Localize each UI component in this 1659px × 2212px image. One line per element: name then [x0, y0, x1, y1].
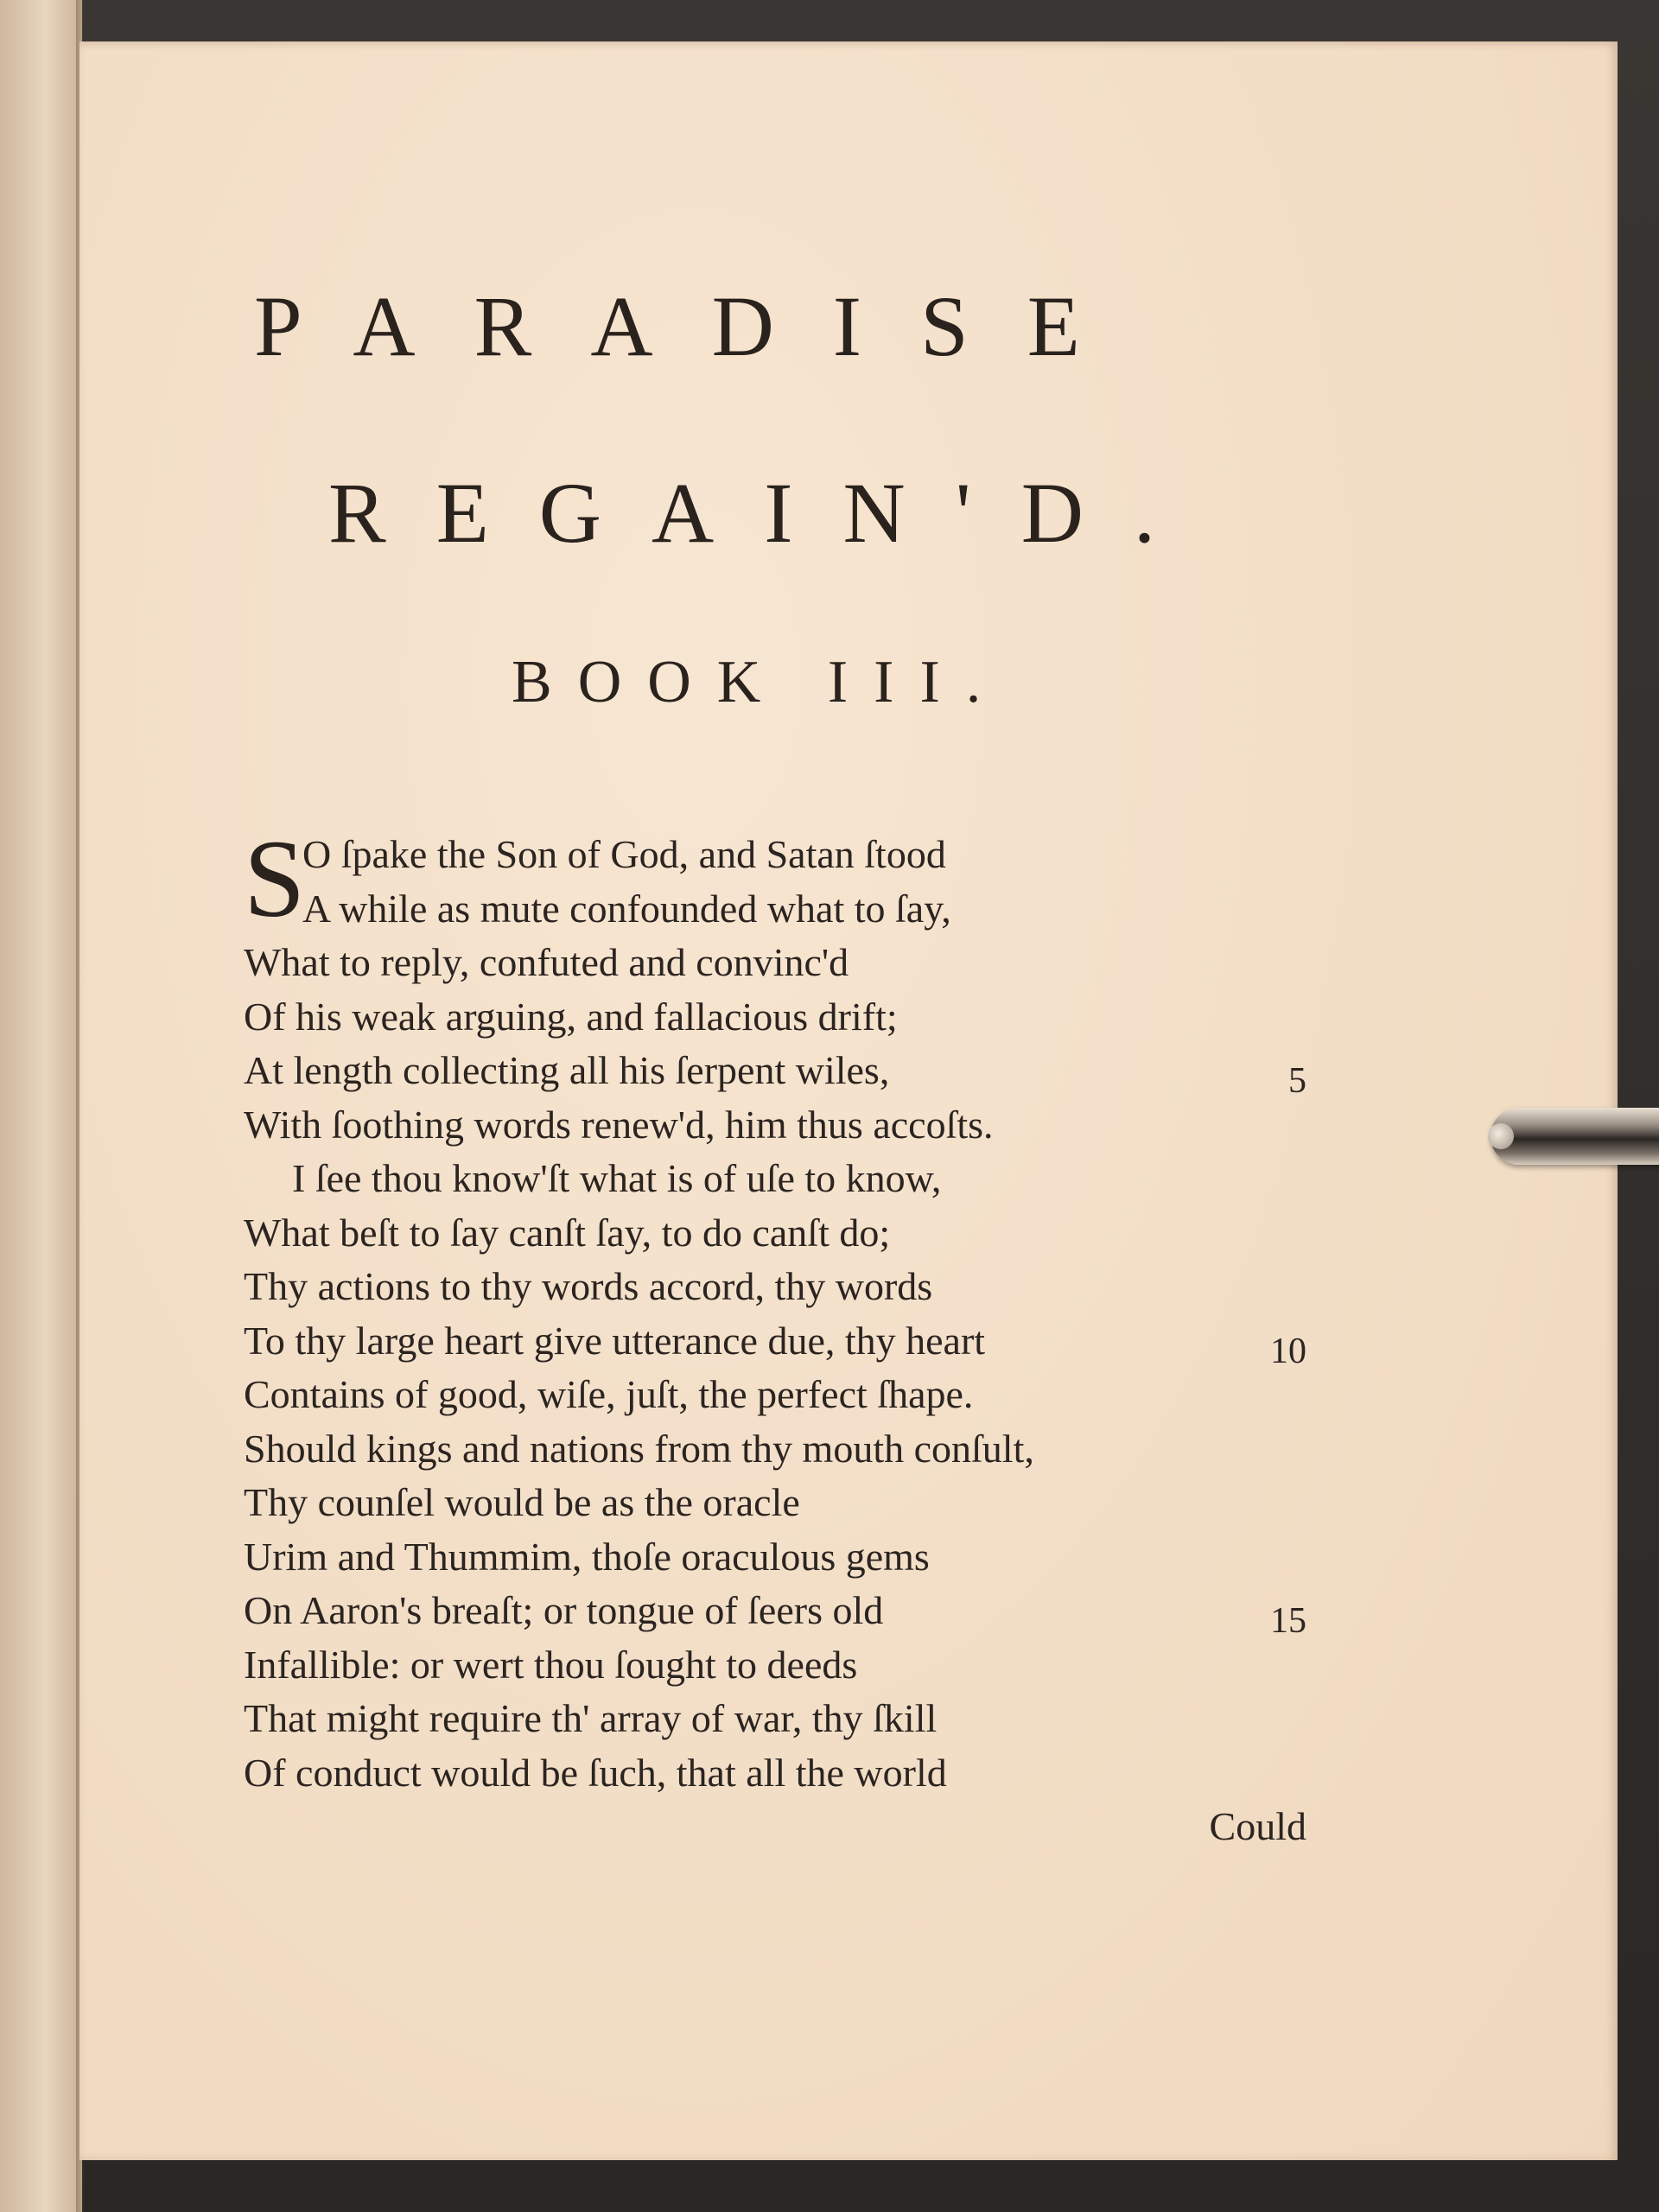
poem-body	[244, 828, 1306, 1854]
poem-line-text: A while as mute confounded what to ſay,	[302, 886, 951, 931]
poem-line-text: Of conduct would be ſuch, that all the world	[244, 1750, 947, 1795]
poem-line-text: Infallible: or wert thou ſought to deeds	[244, 1642, 858, 1687]
poem-line	[244, 936, 1306, 990]
title-line-2: REGAIN'D.	[328, 465, 1205, 561]
poem-line	[244, 1098, 1306, 1153]
poem-line	[244, 1206, 1306, 1261]
pen-icon	[1491, 1108, 1659, 1165]
poem-line	[244, 1692, 1306, 1746]
catchword: Could	[1209, 1804, 1306, 1848]
poem-line-text: I ſee thou know'ſt what is of uſe to know,	[292, 1156, 942, 1200]
poem-line-text: What to reply, confuted and convinc'd	[244, 940, 849, 984]
poem-line-text: What beſt to ſay canſt ſay, to do canſt do;	[244, 1210, 891, 1255]
poem-line-text: Should kings and nations from thy mouth conſult,	[244, 1426, 1034, 1471]
poem-line-text: That might require th' array of war, thy ſkill	[244, 1696, 938, 1740]
poem-line-text: Contains of good, wiſe, juſt, the perfect ſhape.	[244, 1372, 974, 1416]
poem-line-text: With ſoothing words renew'd, him thus accoſts.	[244, 1102, 994, 1147]
poem-line	[244, 882, 1306, 937]
line-number: 15	[1270, 1601, 1306, 1641]
poem-line-text: On Aaron's breaſt; or tongue of ſeers old	[244, 1588, 884, 1632]
poem-line	[244, 1260, 1306, 1314]
drop-cap: S	[244, 817, 306, 940]
book-page	[79, 41, 1618, 2160]
poem-line	[244, 990, 1306, 1045]
poem-line-text: Thy counſel would be as the oracle	[244, 1480, 800, 1524]
poem-line-text: Urim and Thummim, thoſe oraculous gems	[244, 1534, 930, 1579]
poem-line	[244, 1530, 1306, 1585]
pen-tip-icon	[1488, 1123, 1514, 1149]
line-number: 10	[1270, 1331, 1306, 1371]
poem-line-text: To thy large heart give utterance due, thy heart	[244, 1318, 986, 1363]
poem-line-text: Thy actions to thy words accord, thy words	[244, 1264, 933, 1308]
poem-line-text: At length collecting all his ſerpent wiles,	[244, 1048, 890, 1092]
poem-line-text: Of his weak arguing, and fallacious drift;	[244, 994, 898, 1039]
poem-line	[244, 828, 1306, 882]
left-page-edge	[0, 0, 82, 2212]
poem-line	[244, 1476, 1306, 1530]
poem-line	[244, 1638, 1306, 1693]
catchword-line	[244, 1800, 1306, 1854]
poem-line	[244, 1584, 1306, 1641]
line-number: 5	[1288, 1061, 1306, 1101]
page-text	[79, 41, 1618, 2160]
poem-line-text: O ſpake the Son of God, and Satan ſtood	[302, 832, 946, 876]
title-line-1: PARADISE	[254, 278, 1139, 374]
poem-line	[244, 1422, 1306, 1477]
poem-line	[244, 1152, 1306, 1206]
poem-line	[244, 1368, 1306, 1422]
poem-line	[244, 1746, 1306, 1801]
poem-line	[244, 1044, 1306, 1101]
book-heading: BOOK III.	[512, 649, 1007, 715]
poem-line	[244, 1314, 1306, 1369]
